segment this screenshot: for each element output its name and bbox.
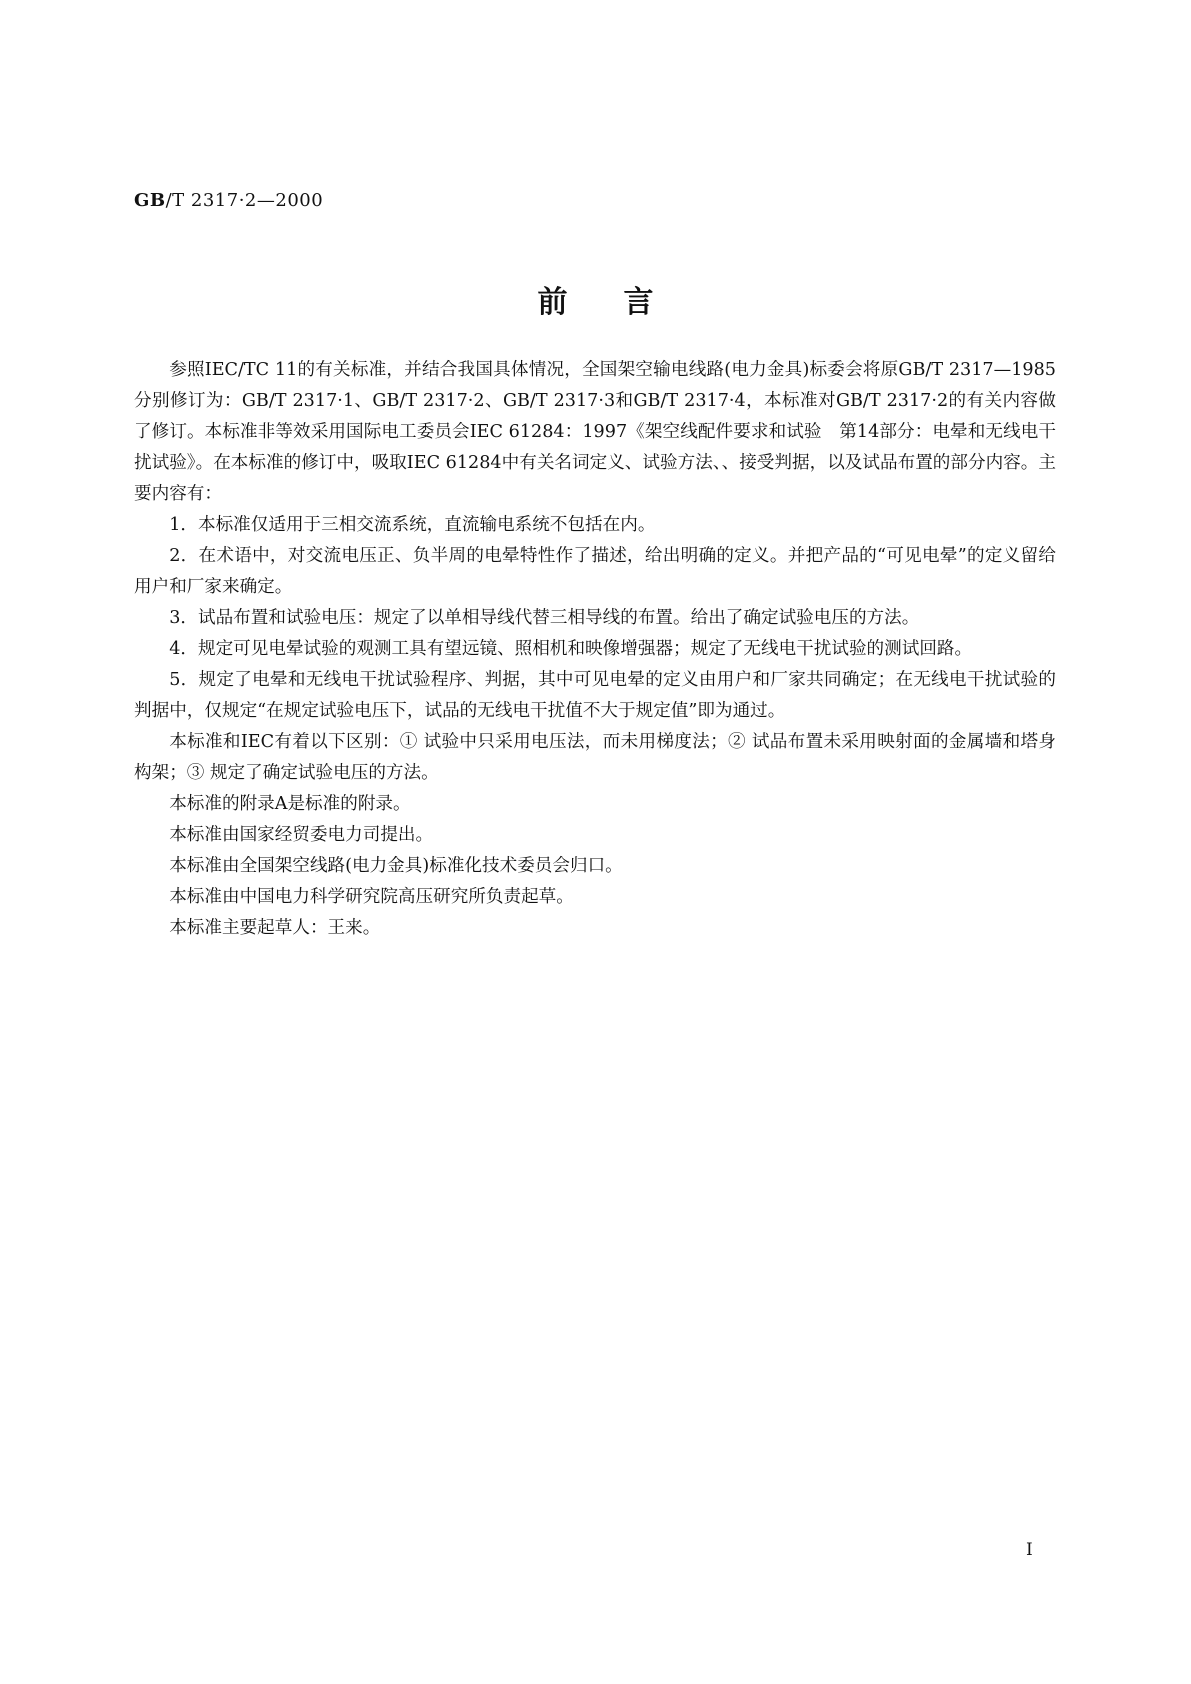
document-code-number: /T 2317·2—2000 [165, 190, 324, 211]
paragraph-item-1: 1．本标准仅适用于三相交流系统，直流输电系统不包括在内。 [169, 515, 656, 535]
page-title: 前言 [537, 285, 710, 320]
paragraph-proposer: 本标准由国家经贸委电力司提出。 [169, 825, 434, 845]
paragraph-administrator: 本标准由全国架空线路(电力金具)标准化技术委员会归口。 [169, 856, 623, 876]
paragraph-item-4: 4．规定可见电晕试验的观测工具有望远镜、照相机和映像增强器；规定了无线电干扰试验的测试回路。 [169, 639, 973, 659]
paragraph-item-5: 5．规定了电晕和无线电干扰试验程序、判据，其中可见电晕的定义由用户和厂家共同确定；在无线电干扰试验的判据中，仅规定“在规定试验电压下，试品的无线电干扰值不大于规定值”即为通过。 [134, 670, 1056, 721]
paragraph-item-2: 2．在术语中，对交流电压正、负半周的电晕特性作了描述，给出明确的定义。并把产品的“可见电晕”的定义留给用户和厂家来确定。 [134, 546, 1056, 597]
paragraph-appendix: 本标准的附录A是标准的附录。 [169, 794, 411, 814]
paragraph-item-3: 3．试品布置和试验电压：规定了以单相导线代替三相导线的布置。给出了确定试验电压的方法。 [169, 608, 920, 628]
document-code [134, 190, 323, 211]
paragraph-drafter: 本标准主要起草人：王来。 [169, 918, 381, 938]
foreword-body [134, 355, 1056, 944]
paragraph-differences: 本标准和IEC有着以下区别：① 试验中只采用电压法，而未用梯度法；② 试品布置未采用映射面的金属墙和塔身构架；③ 规定了确定试验电压的方法。 [134, 732, 1056, 783]
paragraph-intro: 参照IEC/TC 11的有关标准，并结合我国具体情况，全国架空输电线路(电力金具)标委会将原GB/T 2317—1985分别修订为：GB/T 2317·1、GB/T 2317·2、GB/T 2317·3和GB/T 2317·4，本标准对GB/T 2317·2的有关内容做了修订。本标准非等效采用国际电工委员会IEC 61284：1997《架空线配件要求和试验 第14部分：电晕和无线电干扰试验》。在本标准的修订中，吸取IEC 61284中有关名词定义、试验方法、、接受判据，以及试品布置的部分内容。主要内容有： [134, 360, 1056, 504]
paragraph-drafting-unit: 本标准由中国电力科学研究院高压研究所负责起草。 [169, 887, 574, 907]
page-number: I [1026, 1540, 1033, 1560]
document-code-prefix: GB [134, 190, 166, 211]
